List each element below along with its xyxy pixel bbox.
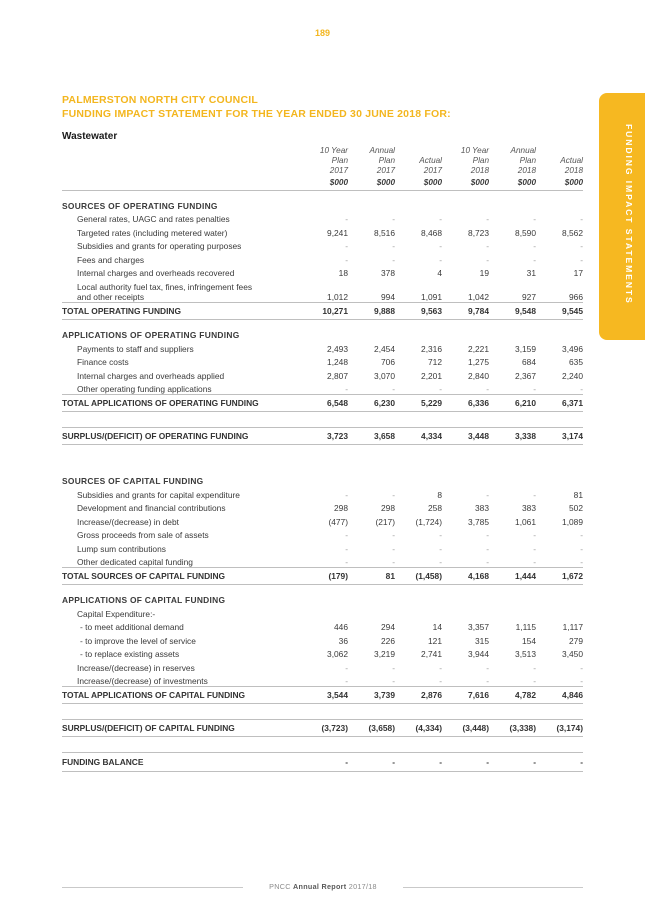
value-cell: 8,723 bbox=[468, 227, 489, 238]
value-cell: 1,042 bbox=[468, 292, 489, 302]
value-cell: 1,672 bbox=[536, 568, 583, 585]
footer-rule-left bbox=[62, 887, 243, 888]
spacer-cell bbox=[62, 737, 583, 753]
value-cell: 2,876 bbox=[395, 687, 442, 704]
section-heading-row bbox=[62, 585, 583, 606]
row-label: Development and financial contributions bbox=[77, 503, 226, 513]
value-cell: - bbox=[533, 384, 536, 394]
unit-row bbox=[62, 176, 583, 190]
table-row bbox=[62, 500, 583, 514]
table-row bbox=[62, 646, 583, 660]
value-cell: (179) bbox=[301, 568, 348, 585]
value-cell: - bbox=[392, 241, 395, 251]
table-row bbox=[62, 381, 583, 395]
value-cell: 927 bbox=[522, 292, 536, 302]
value-cell: 383 bbox=[475, 503, 489, 513]
value-cell: 502 bbox=[569, 503, 583, 513]
total-row bbox=[62, 687, 583, 704]
table-row bbox=[62, 527, 583, 541]
value-cell: (1,724) bbox=[415, 516, 442, 527]
value-cell: - bbox=[489, 753, 536, 772]
row-label: Other operating funding applications bbox=[77, 384, 212, 394]
value-cell: 81 bbox=[573, 489, 583, 500]
value-cell: - bbox=[345, 214, 348, 224]
value-cell: 6,210 bbox=[489, 395, 536, 412]
value-cell: 2,316 bbox=[421, 343, 442, 354]
value-cell: 315 bbox=[475, 635, 489, 646]
value-cell: 279 bbox=[569, 635, 583, 646]
value-cell: 1,444 bbox=[489, 568, 536, 585]
total-row bbox=[62, 568, 583, 585]
value-cell: - bbox=[392, 557, 395, 567]
value-cell: 635 bbox=[569, 357, 583, 367]
value-cell: - bbox=[486, 676, 489, 686]
value-cell: 9,241 bbox=[327, 227, 348, 238]
value-cell: - bbox=[439, 543, 442, 554]
value-cell: 2,741 bbox=[421, 649, 442, 659]
value-cell: 8,468 bbox=[421, 227, 442, 238]
column-header: 10 Year Plan 2017 bbox=[319, 146, 348, 175]
row-label: Targeted rates (including metered water) bbox=[77, 227, 228, 238]
value-cell: - bbox=[533, 241, 536, 251]
value-cell: 1,275 bbox=[468, 357, 489, 367]
value-cell: - bbox=[533, 214, 536, 224]
value-cell: 3,219 bbox=[374, 649, 395, 659]
value-cell: - bbox=[486, 557, 489, 567]
section-title: Wastewater bbox=[62, 131, 118, 142]
row-label: Subsidies and grants for capital expenditure bbox=[77, 489, 240, 500]
value-cell: - bbox=[439, 676, 442, 686]
side-tab-label: FUNDING IMPACT STATEMENTS bbox=[624, 124, 634, 305]
value-cell: (3,448) bbox=[442, 720, 489, 737]
value-cell: 3,174 bbox=[536, 428, 583, 445]
value-cell: 298 bbox=[334, 503, 348, 513]
unit-label: $000 bbox=[536, 176, 583, 190]
table-row bbox=[62, 513, 583, 527]
row-label-line: and other receipts bbox=[77, 292, 145, 302]
value-cell: 17 bbox=[573, 268, 583, 278]
table-row bbox=[62, 251, 583, 265]
row-label: TOTAL OPERATING FUNDING bbox=[62, 303, 301, 320]
table-row bbox=[62, 540, 583, 554]
row-label: TOTAL SOURCES OF CAPITAL FUNDING bbox=[62, 568, 301, 585]
column-header: Annual Plan 2018 bbox=[510, 146, 536, 175]
value-cell: (3,174) bbox=[536, 720, 583, 737]
value-cell: 3,658 bbox=[348, 428, 395, 445]
value-cell bbox=[348, 605, 395, 619]
value-cell: 1,061 bbox=[515, 516, 536, 527]
table-row bbox=[62, 211, 583, 225]
value-cell: 6,548 bbox=[301, 395, 348, 412]
value-cell: (3,723) bbox=[301, 720, 348, 737]
section-heading-row bbox=[62, 320, 583, 341]
value-cell: 3,513 bbox=[515, 649, 536, 659]
value-cell: - bbox=[345, 676, 348, 686]
unit-label: $000 bbox=[395, 176, 442, 190]
value-cell: - bbox=[439, 530, 442, 540]
row-label: General rates, UAGC and rates penalties bbox=[77, 214, 230, 224]
spacer-row bbox=[62, 412, 583, 428]
row-label: - to replace existing assets bbox=[80, 649, 180, 659]
value-cell: 36 bbox=[338, 635, 348, 646]
section-heading: SOURCES OF OPERATING FUNDING bbox=[62, 200, 218, 211]
table-row bbox=[62, 632, 583, 646]
value-cell: - bbox=[345, 241, 348, 251]
table-row bbox=[62, 605, 583, 619]
footer-org: PNCC bbox=[269, 882, 291, 891]
value-cell: 378 bbox=[381, 268, 395, 278]
value-cell: 298 bbox=[381, 503, 395, 513]
value-cell: - bbox=[533, 543, 536, 554]
spacer-cell bbox=[62, 412, 583, 428]
value-cell: 154 bbox=[522, 635, 536, 646]
table-row bbox=[62, 659, 583, 673]
value-cell: 4 bbox=[437, 268, 442, 278]
value-cell: 684 bbox=[522, 357, 536, 367]
row-label: - to meet additional demand bbox=[80, 622, 184, 632]
value-cell: 8,516 bbox=[374, 227, 395, 238]
table-row bbox=[62, 278, 583, 303]
value-cell: - bbox=[392, 489, 395, 500]
section-heading-row bbox=[62, 190, 583, 211]
value-cell: 3,159 bbox=[515, 343, 536, 354]
value-cell: 2,240 bbox=[562, 370, 583, 381]
section-heading-row bbox=[62, 466, 583, 486]
statement-title: FUNDING IMPACT STATEMENT FOR THE YEAR ENDED 30 JUNE 2018 FOR: bbox=[62, 108, 451, 120]
row-label: FUNDING BALANCE bbox=[62, 753, 301, 772]
value-cell: 9,888 bbox=[348, 303, 395, 320]
value-cell bbox=[395, 605, 442, 619]
value-cell: - bbox=[486, 214, 489, 224]
value-cell: 4,334 bbox=[395, 428, 442, 445]
value-cell: 258 bbox=[428, 503, 442, 513]
value-cell: (3,338) bbox=[489, 720, 536, 737]
value-cell: - bbox=[533, 676, 536, 686]
value-cell: 9,545 bbox=[536, 303, 583, 320]
spacer-cell bbox=[62, 704, 583, 720]
row-label: Fees and charges bbox=[77, 254, 145, 265]
unit-label: $000 bbox=[442, 176, 489, 190]
total-row bbox=[62, 753, 583, 772]
row-label: Increase/(decrease) in debt bbox=[77, 516, 179, 527]
footer bbox=[243, 882, 403, 891]
value-cell: 1,115 bbox=[515, 622, 536, 632]
footer-rule-right bbox=[403, 887, 583, 888]
value-cell: - bbox=[533, 254, 536, 265]
column-header: Actual 2017 bbox=[419, 156, 442, 175]
section-heading: APPLICATIONS OF OPERATING FUNDING bbox=[62, 330, 240, 340]
spacer-row bbox=[62, 737, 583, 753]
value-cell: 31 bbox=[526, 268, 536, 278]
section-heading: APPLICATIONS OF CAPITAL FUNDING bbox=[62, 595, 226, 605]
value-cell: - bbox=[395, 753, 442, 772]
row-label: Capital Expenditure:- bbox=[77, 608, 156, 619]
table-row bbox=[62, 619, 583, 633]
value-cell: - bbox=[392, 662, 395, 673]
value-cell: - bbox=[439, 214, 442, 224]
table-row bbox=[62, 486, 583, 500]
total-row bbox=[62, 428, 583, 445]
value-cell: 1,248 bbox=[327, 357, 348, 367]
row-label: Payments to staff and suppliers bbox=[77, 343, 194, 354]
value-cell: 2,807 bbox=[327, 370, 348, 381]
value-cell: - bbox=[392, 384, 395, 394]
row-label-line: Local authority fuel tax, fines, infringement fees bbox=[77, 282, 253, 292]
value-cell: - bbox=[392, 254, 395, 265]
value-cell: 2,201 bbox=[421, 370, 442, 381]
value-cell: 8,590 bbox=[515, 227, 536, 238]
value-cell: 446 bbox=[334, 622, 348, 632]
value-cell bbox=[301, 605, 348, 619]
value-cell: 1,012 bbox=[327, 292, 348, 302]
value-cell: - bbox=[580, 254, 583, 265]
row-label: SURPLUS/(DEFICIT) OF OPERATING FUNDING bbox=[62, 428, 301, 445]
value-cell: 6,230 bbox=[348, 395, 395, 412]
value-cell: 712 bbox=[428, 357, 442, 367]
value-cell: (3,658) bbox=[348, 720, 395, 737]
value-cell bbox=[442, 605, 489, 619]
value-cell: 3,544 bbox=[301, 687, 348, 704]
value-cell: 81 bbox=[348, 568, 395, 585]
value-cell: - bbox=[345, 557, 348, 567]
value-cell: - bbox=[345, 662, 348, 673]
value-cell: - bbox=[348, 753, 395, 772]
value-cell: 4,168 bbox=[442, 568, 489, 585]
value-cell: 4,846 bbox=[536, 687, 583, 704]
value-cell: 3,496 bbox=[562, 343, 583, 354]
value-cell: - bbox=[580, 214, 583, 224]
value-cell: - bbox=[442, 753, 489, 772]
funding-impact-table bbox=[62, 146, 583, 772]
value-cell: 121 bbox=[428, 635, 442, 646]
value-cell: - bbox=[439, 662, 442, 673]
value-cell: - bbox=[486, 662, 489, 673]
unit-label: $000 bbox=[348, 176, 395, 190]
column-header: 10 Year Plan 2018 bbox=[460, 146, 489, 175]
value-cell: 2,454 bbox=[374, 343, 395, 354]
value-cell: - bbox=[486, 254, 489, 265]
value-cell: - bbox=[392, 214, 395, 224]
table-body bbox=[62, 190, 583, 772]
value-cell: 966 bbox=[569, 292, 583, 302]
value-cell: - bbox=[486, 241, 489, 251]
value-cell: - bbox=[486, 543, 489, 554]
value-cell: - bbox=[580, 676, 583, 686]
row-label bbox=[62, 278, 301, 303]
value-cell: 2,367 bbox=[515, 370, 536, 381]
value-cell: - bbox=[533, 489, 536, 500]
row-label: SURPLUS/(DEFICIT) OF CAPITAL FUNDING bbox=[62, 720, 301, 737]
value-cell: - bbox=[580, 384, 583, 394]
table-row bbox=[62, 673, 583, 687]
row-label: - to improve the level of service bbox=[80, 635, 196, 646]
value-cell: 3,448 bbox=[442, 428, 489, 445]
total-row bbox=[62, 720, 583, 737]
value-cell: 2,493 bbox=[327, 343, 348, 354]
unit-label: $000 bbox=[301, 176, 348, 190]
value-cell: - bbox=[486, 489, 489, 500]
value-cell: - bbox=[301, 753, 348, 772]
value-cell: - bbox=[345, 254, 348, 265]
value-cell: 9,563 bbox=[395, 303, 442, 320]
column-header-row bbox=[62, 146, 583, 176]
value-cell: - bbox=[345, 384, 348, 394]
row-label: Increase/(decrease) of investments bbox=[77, 676, 208, 686]
value-cell: - bbox=[392, 543, 395, 554]
value-cell: 8 bbox=[437, 489, 442, 500]
value-cell: 3,723 bbox=[301, 428, 348, 445]
value-cell: - bbox=[392, 530, 395, 540]
value-cell: 6,371 bbox=[536, 395, 583, 412]
total-row bbox=[62, 303, 583, 320]
footer-year: 2017/18 bbox=[348, 882, 377, 891]
value-cell: 3,338 bbox=[489, 428, 536, 445]
row-label: Subsidies and grants for operating purposes bbox=[77, 241, 242, 251]
column-header: Actual 2018 bbox=[560, 156, 583, 175]
value-cell: 3,944 bbox=[468, 649, 489, 659]
value-cell: - bbox=[439, 557, 442, 567]
value-cell: - bbox=[533, 662, 536, 673]
unit-label: $000 bbox=[489, 176, 536, 190]
value-cell: 706 bbox=[381, 357, 395, 367]
value-cell: - bbox=[345, 543, 348, 554]
value-cell: 994 bbox=[381, 292, 395, 302]
row-label: Gross proceeds from sale of assets bbox=[77, 530, 209, 540]
row-label: Internal charges and overheads recovered bbox=[77, 268, 235, 278]
value-cell: - bbox=[439, 384, 442, 394]
value-cell: 3,785 bbox=[468, 516, 489, 527]
table-row bbox=[62, 554, 583, 568]
section-heading: SOURCES OF CAPITAL FUNDING bbox=[62, 476, 204, 486]
value-cell: (217) bbox=[375, 516, 395, 527]
spacer-cell bbox=[62, 445, 583, 467]
spacer-row bbox=[62, 445, 583, 467]
value-cell: 2,840 bbox=[468, 370, 489, 381]
value-cell: 7,616 bbox=[442, 687, 489, 704]
table-row bbox=[62, 224, 583, 238]
table-row bbox=[62, 367, 583, 381]
value-cell: 5,229 bbox=[395, 395, 442, 412]
row-label: Finance costs bbox=[77, 357, 129, 367]
value-cell: - bbox=[486, 384, 489, 394]
row-label: TOTAL APPLICATIONS OF OPERATING FUNDING bbox=[62, 395, 301, 412]
value-cell: 226 bbox=[381, 635, 395, 646]
value-cell: 4,782 bbox=[489, 687, 536, 704]
spacer-row bbox=[62, 704, 583, 720]
table-row bbox=[62, 238, 583, 252]
value-cell: (1,458) bbox=[395, 568, 442, 585]
page-number: 189 bbox=[314, 28, 331, 38]
table-row bbox=[62, 265, 583, 279]
unit-blank bbox=[62, 176, 301, 190]
value-cell: - bbox=[580, 530, 583, 540]
value-cell: - bbox=[580, 241, 583, 251]
value-cell: 3,357 bbox=[468, 622, 489, 632]
value-cell: - bbox=[580, 662, 583, 673]
value-cell: - bbox=[439, 241, 442, 251]
value-cell: 1,117 bbox=[562, 622, 583, 632]
statement-header bbox=[62, 93, 592, 142]
value-cell: 3,062 bbox=[327, 649, 348, 659]
total-row bbox=[62, 395, 583, 412]
value-cell: 1,091 bbox=[421, 292, 442, 302]
row-label: Other dedicated capital funding bbox=[77, 557, 193, 567]
table-header bbox=[62, 146, 583, 190]
value-cell: - bbox=[345, 530, 348, 540]
value-cell: 14 bbox=[432, 622, 442, 632]
value-cell: 294 bbox=[381, 622, 395, 632]
value-cell bbox=[536, 605, 583, 619]
value-cell: 8,562 bbox=[562, 227, 583, 238]
column-header-blank bbox=[62, 146, 301, 176]
value-cell: - bbox=[533, 557, 536, 567]
value-cell: 3,739 bbox=[348, 687, 395, 704]
table-row bbox=[62, 354, 583, 368]
value-cell: 383 bbox=[522, 503, 536, 513]
value-cell: (477) bbox=[328, 516, 348, 527]
row-label: Internal charges and overheads applied bbox=[77, 370, 225, 381]
value-cell: 19 bbox=[479, 268, 489, 278]
value-cell: (4,334) bbox=[395, 720, 442, 737]
value-cell: - bbox=[580, 557, 583, 567]
value-cell: 18 bbox=[338, 268, 348, 278]
value-cell bbox=[489, 605, 536, 619]
value-cell: 6,336 bbox=[442, 395, 489, 412]
value-cell: - bbox=[345, 489, 348, 500]
value-cell: 9,548 bbox=[489, 303, 536, 320]
value-cell: - bbox=[536, 753, 583, 772]
value-cell: 9,784 bbox=[442, 303, 489, 320]
row-label: TOTAL APPLICATIONS OF CAPITAL FUNDING bbox=[62, 687, 301, 704]
value-cell: 3,450 bbox=[562, 649, 583, 659]
value-cell: 3,070 bbox=[374, 370, 395, 381]
column-header: Annual Plan 2017 bbox=[369, 146, 395, 175]
value-cell: 2,221 bbox=[468, 343, 489, 354]
footer-title: Annual Report bbox=[293, 882, 347, 891]
row-label: Lump sum contributions bbox=[77, 543, 166, 554]
table-row bbox=[62, 340, 583, 354]
value-cell: - bbox=[486, 530, 489, 540]
value-cell: - bbox=[392, 676, 395, 686]
value-cell: 1,089 bbox=[562, 516, 583, 527]
value-cell: - bbox=[439, 254, 442, 265]
value-cell: - bbox=[580, 543, 583, 554]
value-cell: - bbox=[533, 530, 536, 540]
value-cell: 10,271 bbox=[301, 303, 348, 320]
row-label: Increase/(decrease) in reserves bbox=[77, 662, 195, 673]
council-name: PALMERSTON NORTH CITY COUNCIL bbox=[62, 94, 258, 106]
